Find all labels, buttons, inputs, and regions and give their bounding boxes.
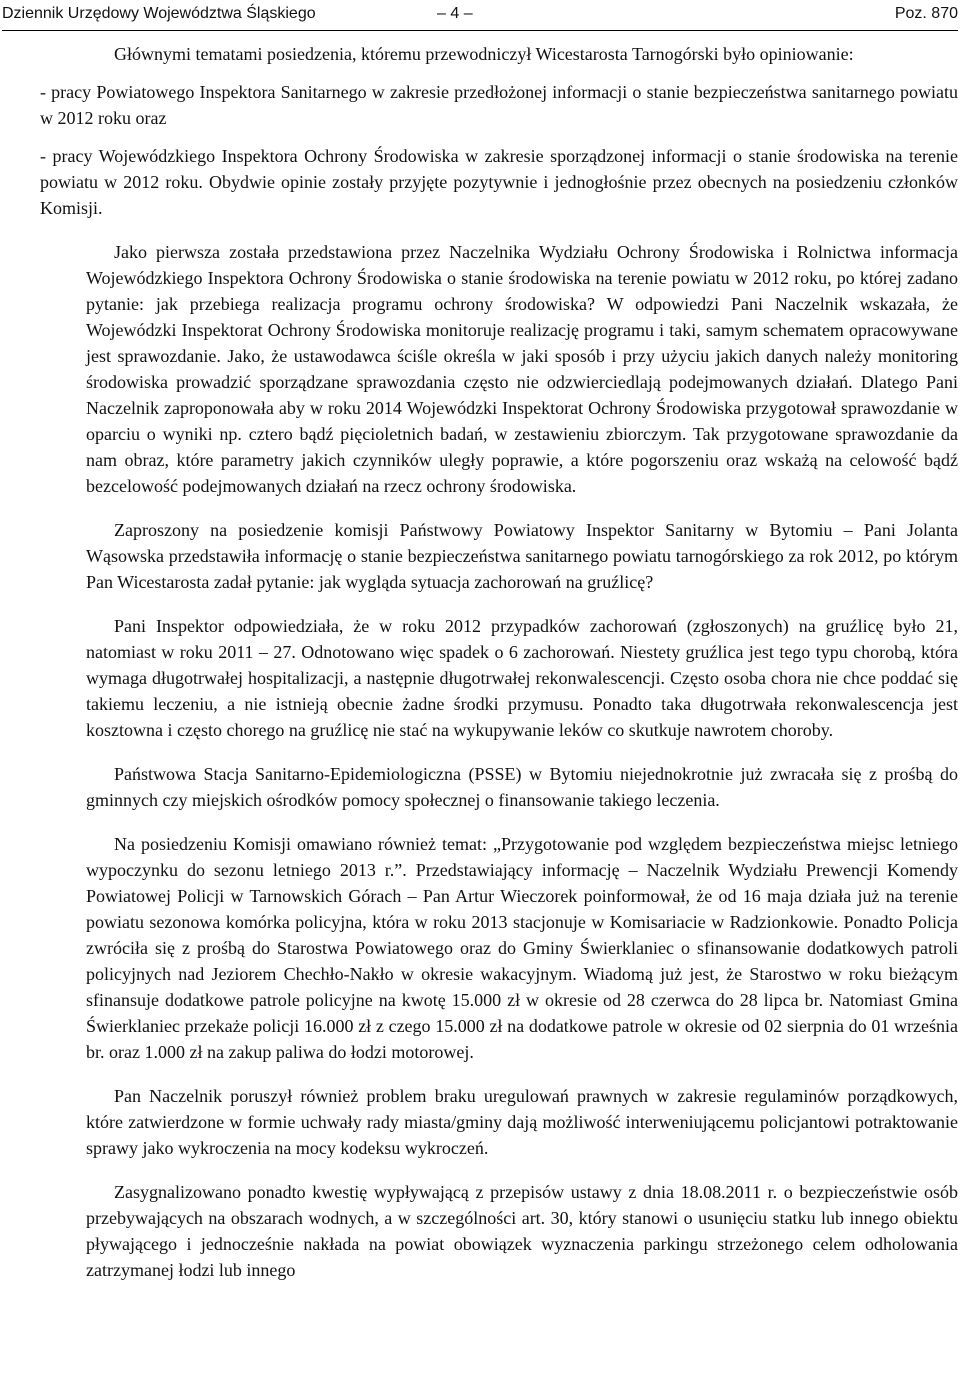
document-body	[40, 41, 958, 1283]
paragraph-tuberculosis: Pani Inspektor odpowiedziała, że w roku 2012 przypadków zachorowań (zgłoszonych) na gruźlicę było 21, natomiast w roku 2011 – 27. Odnotowano więc spadek o 6 zachorowań. Niestety gruźlica jest tego typu chorobą, która wymaga długotrwałej hospitalizacji, a następnie długotrwałej rekonwalescencji. Często osoba chora nie chce poddać się takiemu leczeniu, a nie istnieją obecnie żadne środki przymusu. Ponadto taka długotrwała rekonwalescencja jest kosztowna i często chorego na gruźlicę nie stać na wykupywanie leków co skutkuje nawrotem choroby.	[86, 616, 958, 740]
list-item-text: - pracy Powiatowego Inspektora Sanitarnego w zakresie przedłożonej informacji o stanie bezpieczeństwa sanitarnego powiatu w 2012 roku oraz	[40, 82, 958, 128]
page-number: – 4 –	[437, 5, 473, 22]
paragraph-psse: Państwowa Stacja Sanitarno-Epidemiologiczna (PSSE) w Bytomiu niejednokrotnie już zwracała się z prośbą do gminnych czy miejskich ośrodków pomocy społecznej o finansowanie takiego leczenia.	[86, 764, 958, 810]
topic-list	[40, 79, 958, 221]
list-item	[40, 143, 958, 221]
paragraph-environment-report: Jako pierwsza została przedstawiona przez Naczelnika Wydziału Ochrony Środowiska i Rolnictwa informacja Wojewódzkiego Inspektora Ochrony Środowiska o stanie środowiska na terenie powiatu w 2012 roku, po której zadano pytanie: jak przebiega realizacja programu ochrony środowiska? W odpowiedzi Pani Naczelnik wskazała, że Wojewódzki Inspektorat Ochrony Środowiska monitoruje realizację programu i taki, samym schematem opracowywane jest sprawozdanie. Jako, że ustawodawca ściśle określa w jaki sposób i przy użyciu jakich danych należy monitoring środowiska prowadzić sporządzane sprawozdania często nie odzwierciedlają podejmowanych działań. Dlatego Pani Naczelnik zaproponowała aby w roku 2014 Wojewódzki Inspektorat Ochrony Środowiska przygotował sprawozdanie w oparciu o wyniki np. cztero bądź pięcioletnich badań, w zestawieniu zbiorczym. Tak przygotowane sprawozdanie da nam obraz, które parametry jakich czynników uległy poprawie, a które pogorszeniu oraz wskażą na celowość bądź bezcelowość podejmowanych działań na rzecz ochrony środowiska.	[86, 242, 958, 496]
position-number: Poz. 870	[894, 5, 958, 22]
paragraph-regulations: Pan Naczelnik poruszył również problem braku uregulowań prawnych w zakresie regulaminów porządkowych, które zatwierdzone w formie uchwały rady miasta/gminy dają możliwość interweniującemu policjantowi potraktowanie sprawy jako wykroczenia na mocy kodeksu wykroczeń.	[86, 1086, 958, 1158]
journal-title: Dziennik Urzędowy Województwa Śląskiego	[2, 5, 316, 22]
paragraph-sanitary-inspector: Zaproszony na posiedzenie komisji Państwowy Powiatowy Inspektor Sanitarny w Bytomiu – Pani Jolanta Wąsowska przedstawiła informację o stanie bezpieczeństwa sanitarnego powiatu tarnogórskiego za rok 2012, po którym Pan Wicestarosta zadał pytanie: jak wygląda sytuacja zachorowań na gruźlicę?	[86, 520, 958, 592]
page-header	[2, 0, 958, 31]
intro-paragraph: Głównymi tematami posiedzenia, któremu przewodniczył Wicestarosta Tarnogórski było opiniowanie:	[114, 44, 854, 64]
list-item-text: - pracy Wojewódzkiego Inspektora Ochrony Środowiska w zakresie sporządzonej informacji o stanie środowiska na terenie powiatu w 2012 roku. Obydwie opinie zostały przyjęte pozytywnie i jednogłośnie przez obecnych na posiedzeniu członków Komisji.	[40, 146, 958, 218]
list-item	[40, 79, 958, 131]
paragraph-water-act: Zasygnalizowano ponadto kwestię wypływającą z przepisów ustawy z dnia 18.08.2011 r. o bezpieczeństwie osób przebywających na obszarach wodnych, a w szczególności art. 30, który stanowi o usunięciu statku lub innego obiektu pływającego i jednocześnie nakłada na powiat obowiązek wyznaczenia parkingu strzeżonego celem odholowania zatrzymanej łodzi lub innego	[86, 1182, 958, 1280]
paragraph-summer-safety: Na posiedzeniu Komisji omawiano również temat: „Przygotowanie pod względem bezpieczeństwa miejsc letniego wypoczynku do sezonu letniego 2013 r.”. Przedstawiający informację – Naczelnik Wydziału Prewencji Komendy Powiatowej Policji w Tarnowskich Górach – Pan Artur Wieczorek poinformował, że od 16 maja działa już na terenie powiatu sezonowa komórka policyjna, która w roku 2013 stacjonuje w Komisariacie w Radzionkowie. Ponadto Policja zwróciła się z prośbą do Starostwa Powiatowego oraz do Gminy Świerklaniec o sfinansowanie dodatkowych patroli policyjnych nad Jeziorem Chechło-Nakło w okresie wakacyjnym. Wiadomą już jest, że Starostwo w roku bieżącym sfinansuje dodatkowe patrole policyjne na kwotę 15.000 zł w okresie od 28 czerwca do 28 lipca br. Natomiast Gmina Świerklaniec przekaże policji 16.000 zł z czego 15.000 zł na dodatkowe patrole w okresie od 02 sierpnia do 01 września br. oraz 1.000 zł na zakup paliwa do łodzi motorowej.	[86, 834, 958, 1062]
